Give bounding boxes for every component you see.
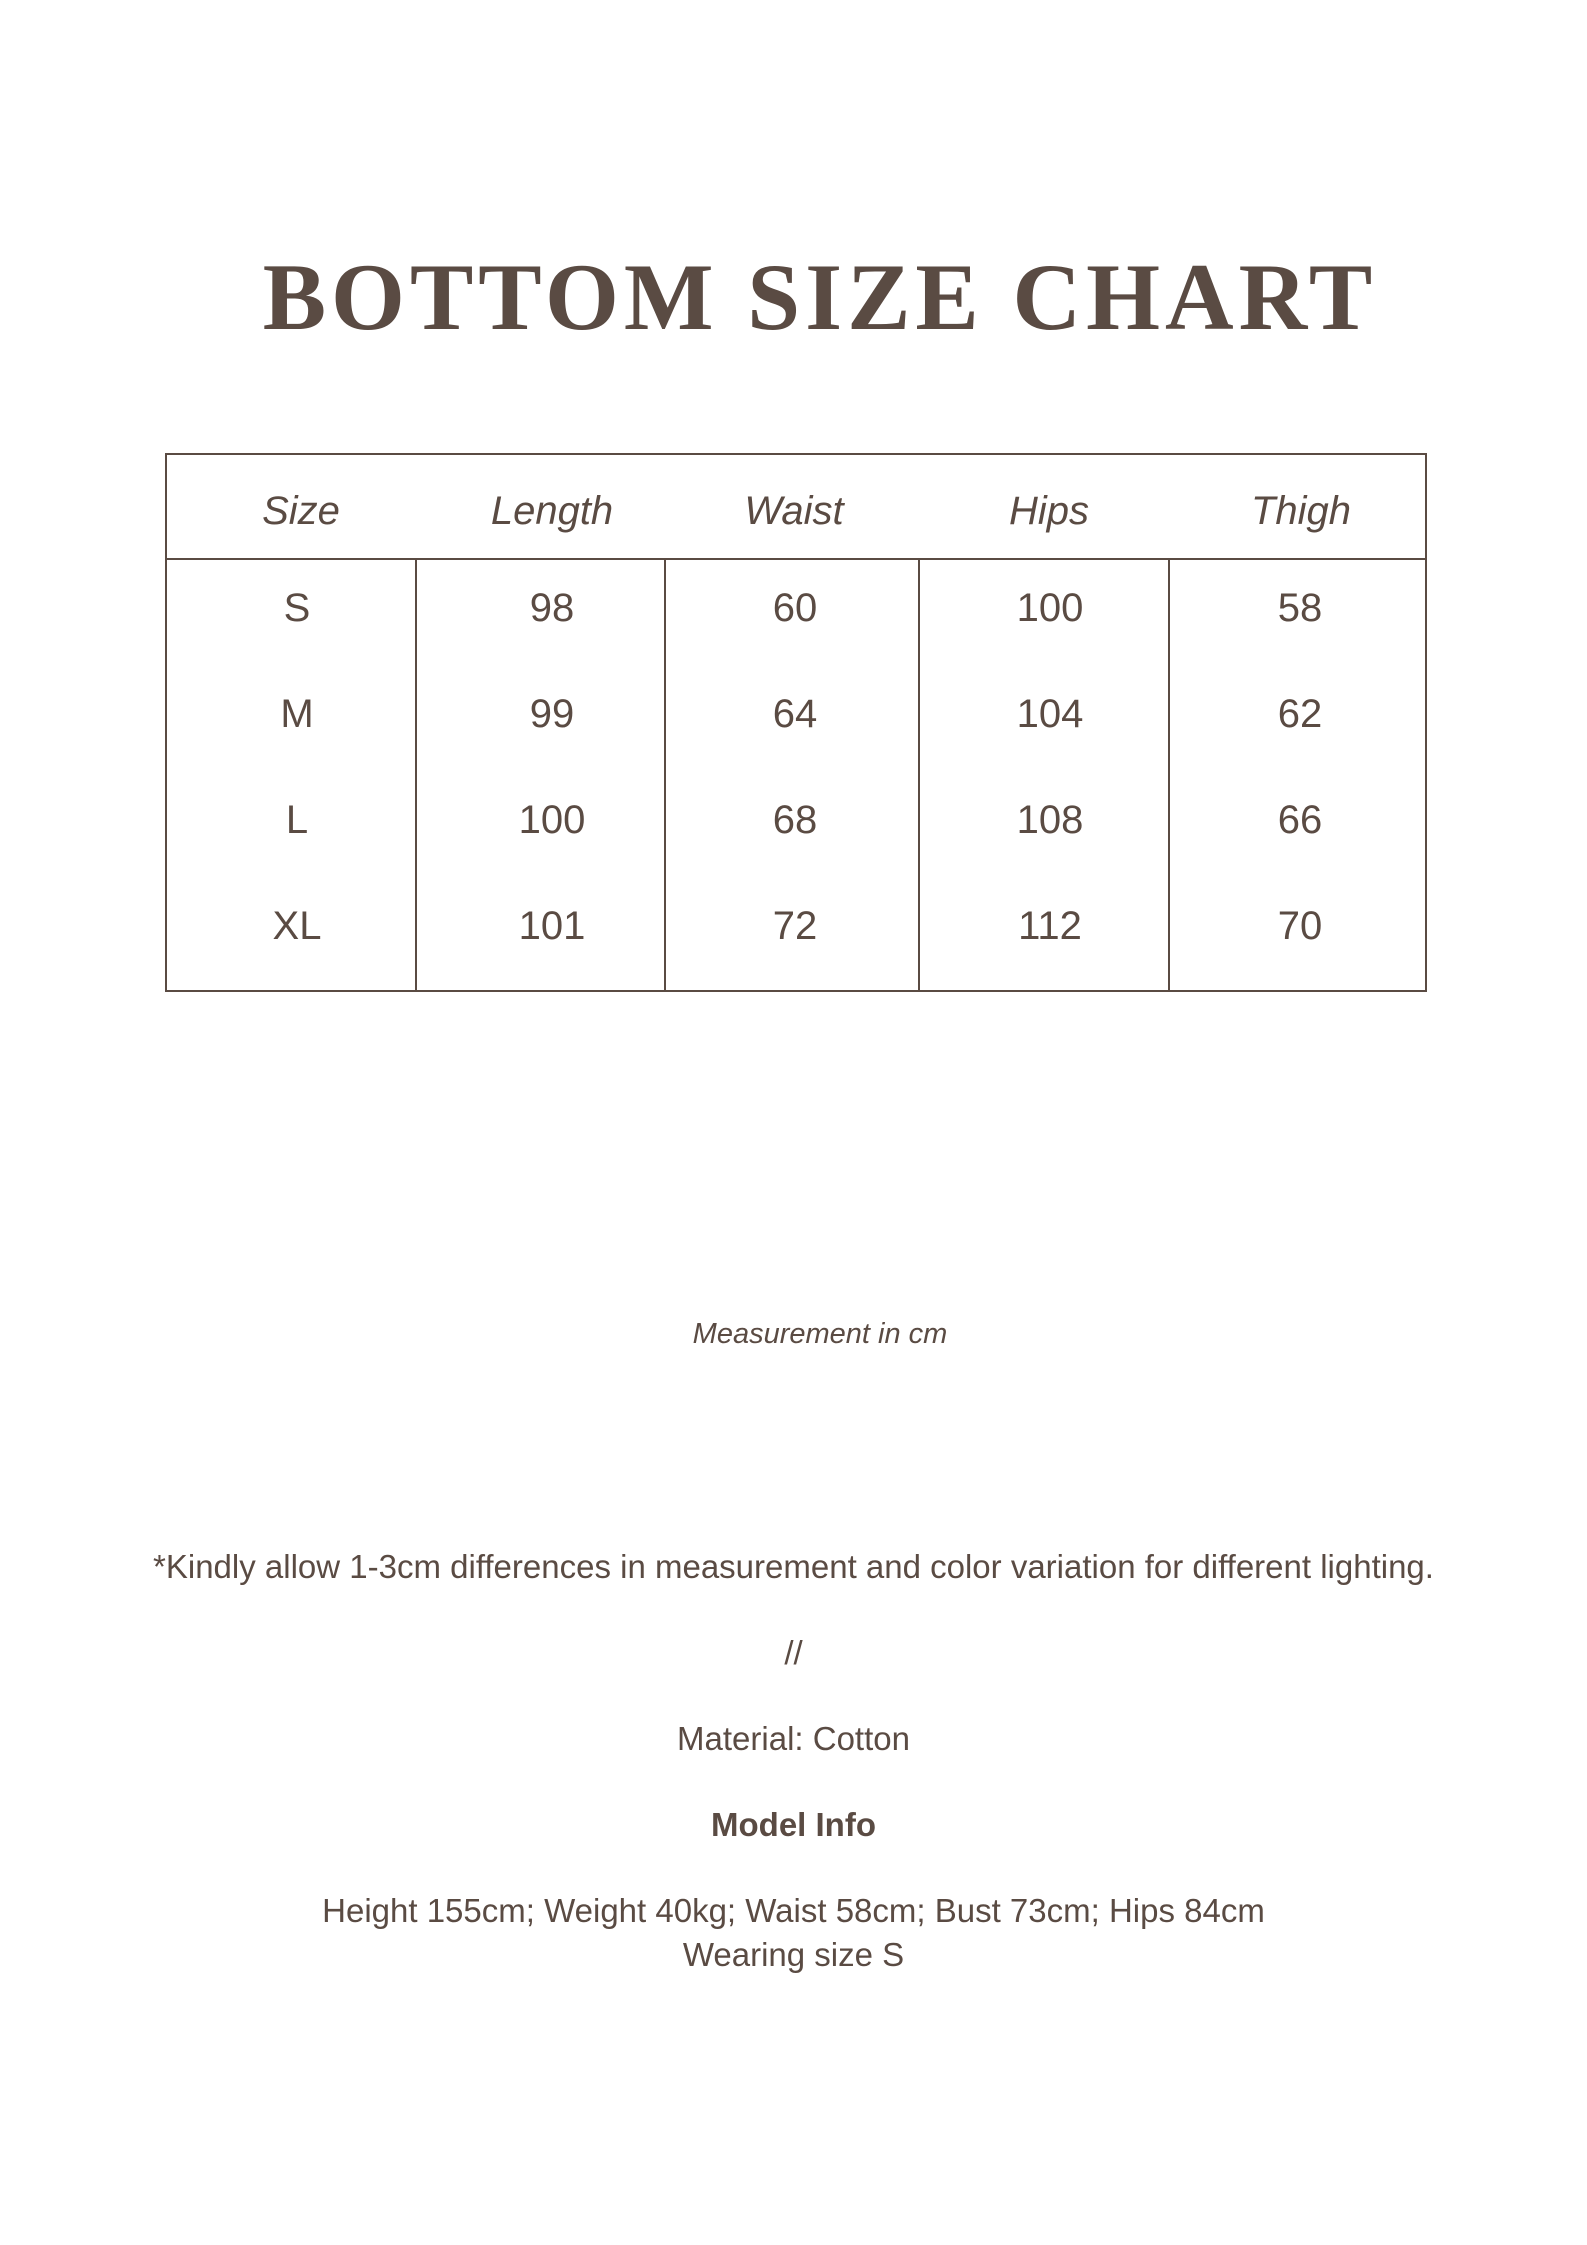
header-waist: Waist xyxy=(744,489,844,533)
cell-hips: 112 xyxy=(1018,904,1082,948)
cell-size: XL xyxy=(272,904,322,948)
cell-waist: 64 xyxy=(772,692,818,736)
separator: // xyxy=(784,1634,803,1671)
cell-size: L xyxy=(285,798,309,842)
cell-thigh: 58 xyxy=(1277,586,1323,630)
cell-waist: 68 xyxy=(772,798,818,842)
header-size: Size xyxy=(262,489,340,533)
header-length: Length xyxy=(490,489,614,533)
unit-note: Measurement in cm xyxy=(692,1318,948,1350)
column-divider xyxy=(1168,560,1170,990)
model-measurements: Height 155cm; Weight 40kg; Waist 58cm; Bust 73cm; Hips 84cm xyxy=(322,1892,1265,1929)
cell-size: S xyxy=(283,586,311,630)
disclaimer-text: *Kindly allow 1-3cm differences in measurement and color variation for different lighting. xyxy=(153,1548,1434,1585)
table-header-row xyxy=(167,455,1425,560)
material-info: Material: Cotton xyxy=(677,1720,910,1757)
column-divider xyxy=(918,560,920,990)
cell-hips: 100 xyxy=(1016,586,1084,630)
cell-thigh: 70 xyxy=(1277,904,1323,948)
page-title: BOTTOM SIZE CHART xyxy=(262,244,1378,350)
cell-thigh: 66 xyxy=(1277,798,1323,842)
cell-waist: 60 xyxy=(772,586,818,630)
cell-length: 98 xyxy=(529,586,575,630)
cell-length: 99 xyxy=(529,692,575,736)
cell-hips: 104 xyxy=(1016,692,1084,736)
cell-size: M xyxy=(280,692,314,736)
cell-hips: 108 xyxy=(1016,798,1084,842)
column-divider xyxy=(415,560,417,990)
model-wearing-size: Wearing size S xyxy=(682,1936,905,1973)
model-info-heading: Model Info xyxy=(711,1806,876,1843)
header-thigh: Thigh xyxy=(1250,489,1352,533)
column-divider xyxy=(664,560,666,990)
cell-length: 101 xyxy=(518,904,586,948)
header-hips: Hips xyxy=(1008,489,1090,533)
cell-thigh: 62 xyxy=(1277,692,1323,736)
cell-waist: 72 xyxy=(772,904,818,948)
cell-length: 100 xyxy=(518,798,586,842)
size-chart-table xyxy=(165,453,1427,992)
